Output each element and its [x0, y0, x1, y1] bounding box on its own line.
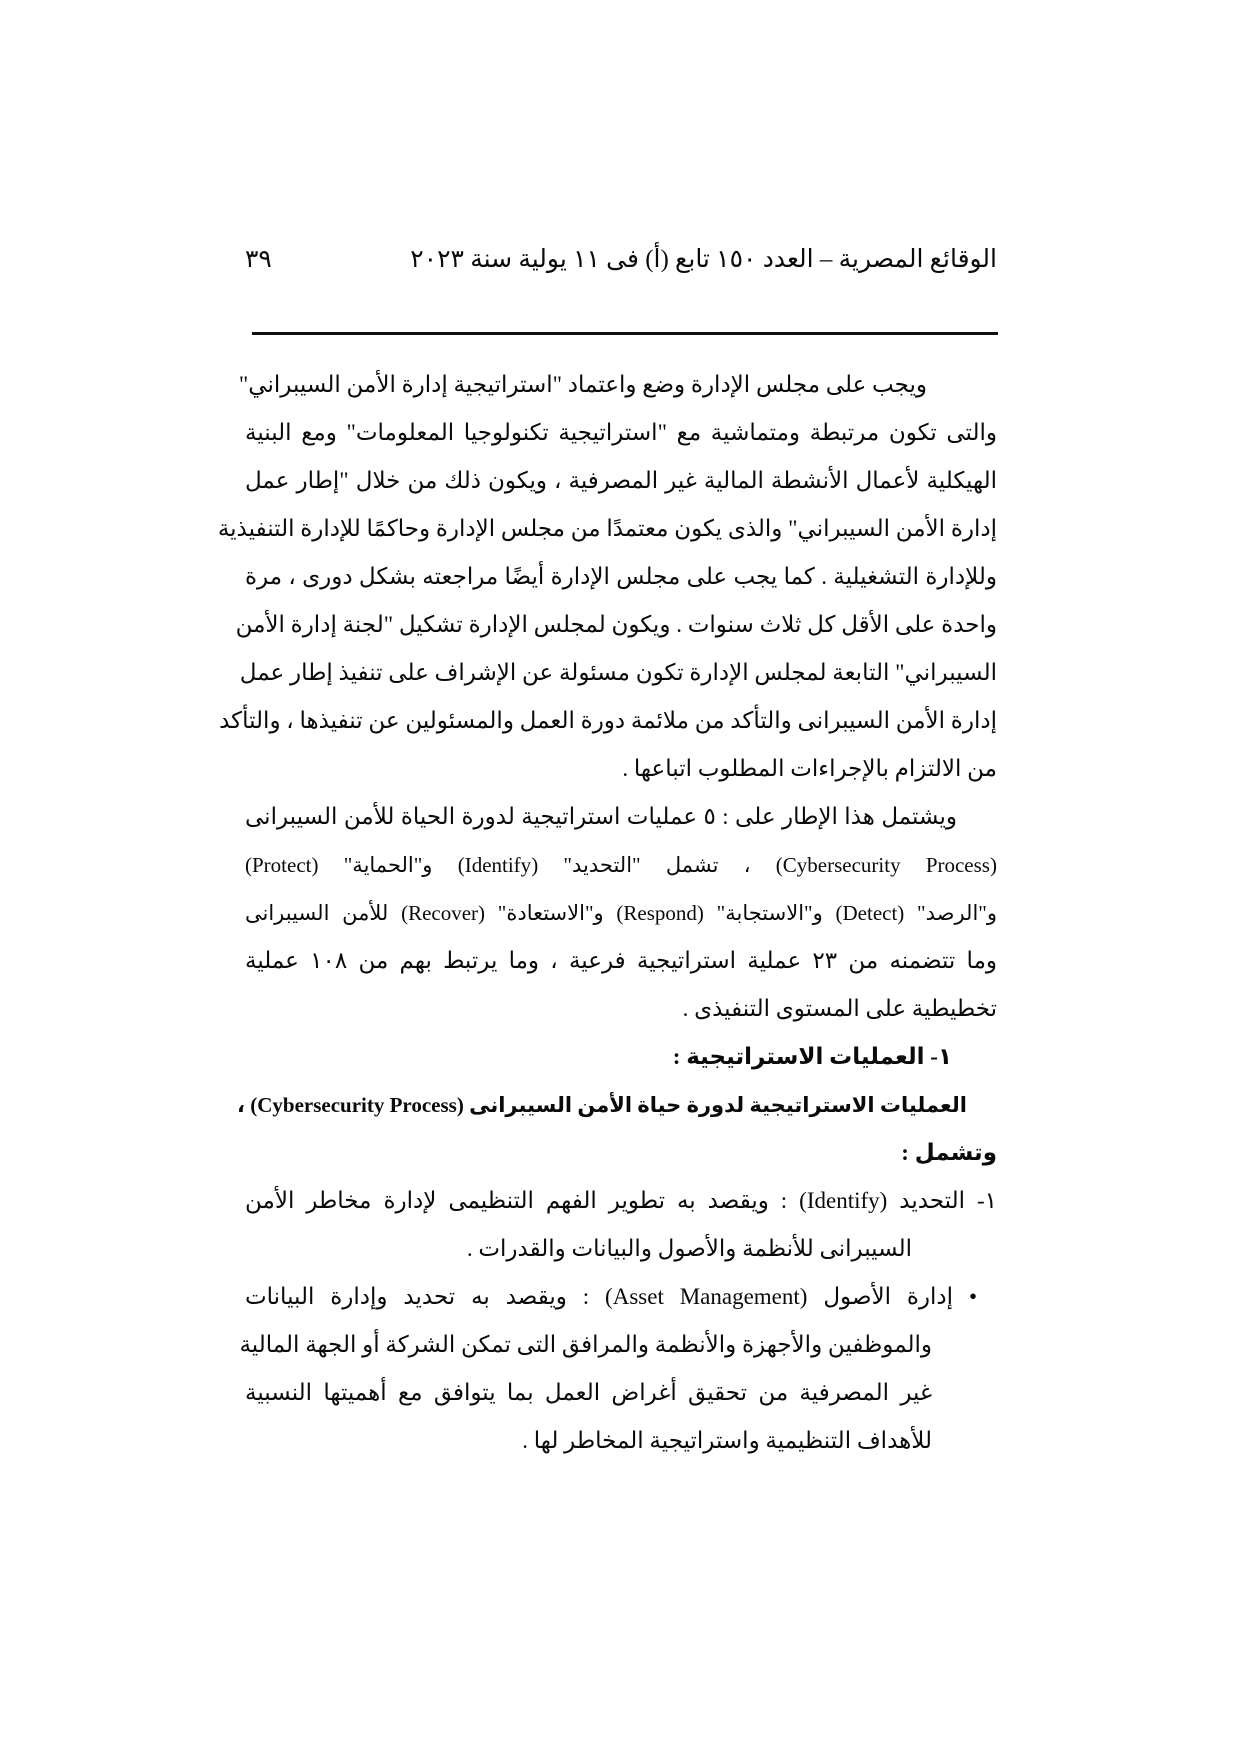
- text-line: السيبراني" التابعة لمجلس الإدارة تكون مسئولة عن الإشراف على تنفيذ إطار عمل: [239, 660, 997, 685]
- section-heading: العمليات الاستراتيجية لدورة حياة الأمن السيبرانى (Cybersecurity Process) ،: [236, 1093, 967, 1117]
- text-line: السيبرانى للأنظمة والأصول والبيانات والقدرات .: [466, 1236, 912, 1261]
- page-header: [245, 241, 997, 279]
- text-line: والموظفين والأجهزة والأنظمة والمرافق التى تمكن الشركة أو الجهة المالية: [239, 1332, 932, 1357]
- text-line: إدارة الأمن السيبراني" والذى يكون معتمدًا من مجلس الإدارة وحاكمًا للإدارة التنفيذية: [217, 516, 997, 541]
- text-line: للأهداف التنظيمية واستراتيجية المخاطر لها .: [522, 1428, 932, 1453]
- text-line: غير المصرفية من تحقيق أغراض العمل بما يتوافق مع أهميتها النسبية: [245, 1380, 932, 1405]
- text-line: تخطيطية على المستوى التنفيذى .: [682, 996, 997, 1021]
- text-line: و"الرصد" (Detect) و"الاستجابة" (Respond) و"الاستعادة" (Recover) للأمن السيبرانى: [245, 901, 997, 925]
- text-line: ويشتمل هذا الإطار على : ٥ عمليات استراتيجية لدورة الحياة للأمن السيبرانى: [245, 804, 957, 829]
- text-line: واحدة على الأقل كل ثلاث سنوات . ويكون لمجلس الإدارة تشكيل "لجنة إدارة الأمن: [235, 612, 997, 637]
- text-line: والتى تكون مرتبطة ومتماشية مع "استراتيجية تكنولوجيا المعلومات" ومع البنية: [245, 420, 998, 445]
- text-line: (Cybersecurity Process) ، تشمل "التحديد" (Identify) و"الحماية" (Protect): [245, 853, 997, 877]
- gazette-header-title: الوقائع المصرية – العدد ١٥٠ تابع (أ) فى ١١ يولية سنة ٢٠٢٣: [410, 246, 997, 273]
- text-line: وما تتضمنه من ٢٣ عملية استراتيجية فرعية ، وما يرتبط بهم من ١٠٨ عملية: [245, 948, 997, 973]
- text-line: إدارة الأمن السيبرانى والتأكد من ملائمة دورة العمل والمسئولين عن تنفيذها ، والتأكد: [219, 708, 997, 733]
- text-line: من الالتزام بالإجراءات المطلوب اتباعها .: [622, 756, 997, 781]
- text-line: الهيكلية لأعمال الأنشطة المالية غير المصرفية ، ويكون ذلك من خلال "إطار عمل: [245, 468, 997, 493]
- text-line: ويجب على مجلس الإدارة وضع واعتماد "استراتيجية إدارة الأمن السيبراني": [238, 372, 927, 397]
- bullet-line: • إدارة الأصول (Asset Management) : ويقصد به تحديد وإدارة البيانات: [245, 1284, 977, 1309]
- header-divider: [252, 332, 998, 335]
- page-number: ٣٩: [245, 246, 272, 273]
- text-line: وللإدارة التشغيلية . كما يجب على مجلس الإدارة أيضًا مراجعته بشكل دورى ، مرة: [245, 564, 997, 589]
- text-line: ١- التحديد (Identify) : ويقصد به تطوير الفهم التنظيمى لإدارة مخاطر الأمن: [245, 1188, 997, 1213]
- section-heading: وتشمل :: [901, 1140, 997, 1165]
- body-text: [217, 361, 998, 1465]
- section-heading: ١- العمليات الاستراتيجية :: [672, 1044, 952, 1069]
